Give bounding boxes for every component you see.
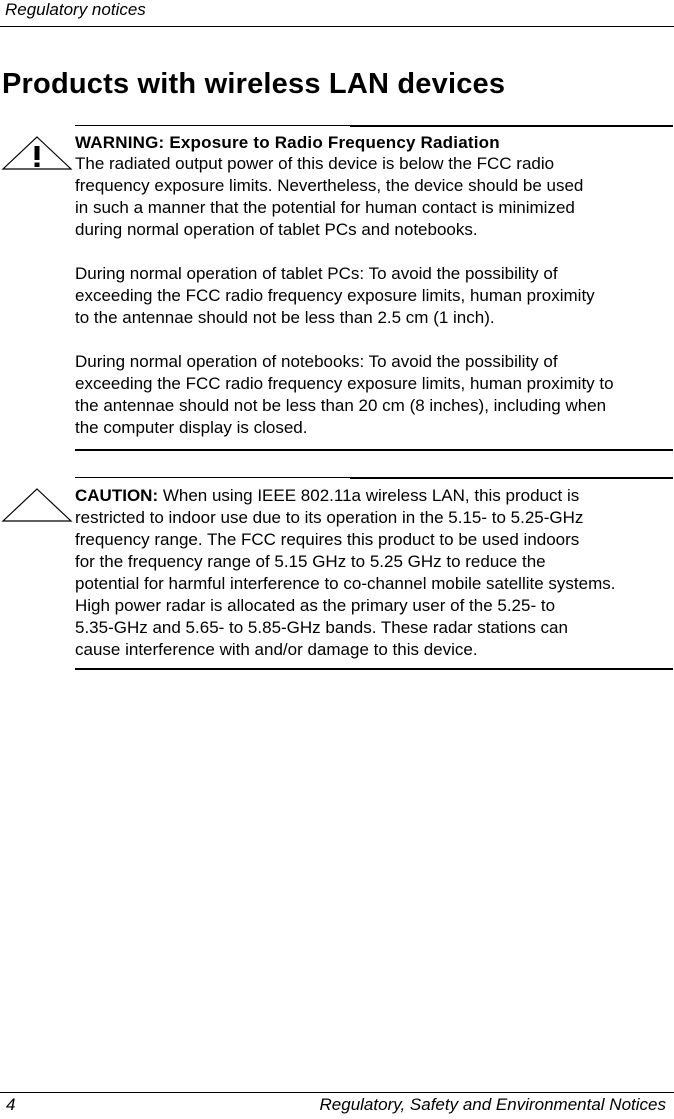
section-title: Products with wireless LAN devices [2, 68, 506, 100]
text-line: exceeding the FCC radio frequency exposure limits, human proximity to [75, 374, 614, 393]
running-header-title: Regulatory notices [5, 0, 146, 19]
warning-triangle-icon [1, 135, 73, 171]
warning-paragraph-3 [75, 351, 614, 439]
text-line: potential for harmful interference to co-channel mobile satellite systems. [75, 574, 616, 593]
caution-top-rule [75, 477, 673, 478]
text-line: During normal operation of notebooks: To avoid the possibility of [75, 352, 558, 371]
footer-title: Regulatory, Safety and Environmental Notices [319, 1095, 666, 1114]
text-line: 5.35-GHz and 5.65- to 5.85-GHz bands. These radar stations can [75, 618, 568, 637]
text-line: in such a manner that the potential for human contact is minimized [75, 198, 575, 217]
warning-heading: WARNING: Exposure to Radio Frequency Radiation [75, 133, 500, 152]
text-line: exceeding the FCC radio frequency exposure limits, human proximity [75, 286, 595, 305]
text-line: to the antennae should not be less than 2.5 cm (1 inch). [75, 308, 495, 327]
text-line: frequency exposure limits. Nevertheless, the device should be used [75, 176, 584, 195]
caution-paragraph [75, 485, 615, 661]
caution-triangle-icon [1, 487, 73, 523]
text-line: High power radar is allocated as the primary user of the 5.25- to [75, 596, 556, 615]
caution-bottom-rule [75, 668, 673, 670]
text-line: frequency range. The FCC requires this product to be used indoors [75, 530, 580, 549]
text-line: during normal operation of tablet PCs and notebooks. [75, 220, 478, 239]
text-line: The radiated output power of this device is below the FCC radio [75, 154, 555, 173]
warning-top-rule [75, 125, 673, 126]
text-line: the antennae should not be less than 20 cm (8 inches), including when [75, 396, 607, 415]
text-line: the computer display is closed. [75, 418, 308, 437]
caution-first-line-text: When using IEEE 802.11a wireless LAN, this product is [158, 486, 580, 505]
warning-paragraph-1 [75, 153, 614, 241]
warning-notice [75, 125, 673, 451]
running-footer [0, 1092, 674, 1119]
warning-paragraph-2 [75, 263, 614, 329]
text-line [75, 485, 615, 507]
caution-notice [75, 477, 673, 671]
text-line: restricted to indoor use due to its operation in the 5.15- to 5.25-GHz [75, 508, 584, 527]
warning-bottom-rule [75, 449, 673, 451]
text-line: During normal operation of tablet PCs: To avoid the possibility of [75, 264, 558, 283]
page-number: 4 [6, 1095, 16, 1114]
caution-label: CAUTION: [75, 486, 159, 505]
text-line: for the frequency range of 5.15 GHz to 5.25 GHz to reduce the [75, 552, 546, 571]
text-line: cause interference with and/or damage to this device. [75, 640, 478, 659]
running-header [0, 0, 674, 27]
